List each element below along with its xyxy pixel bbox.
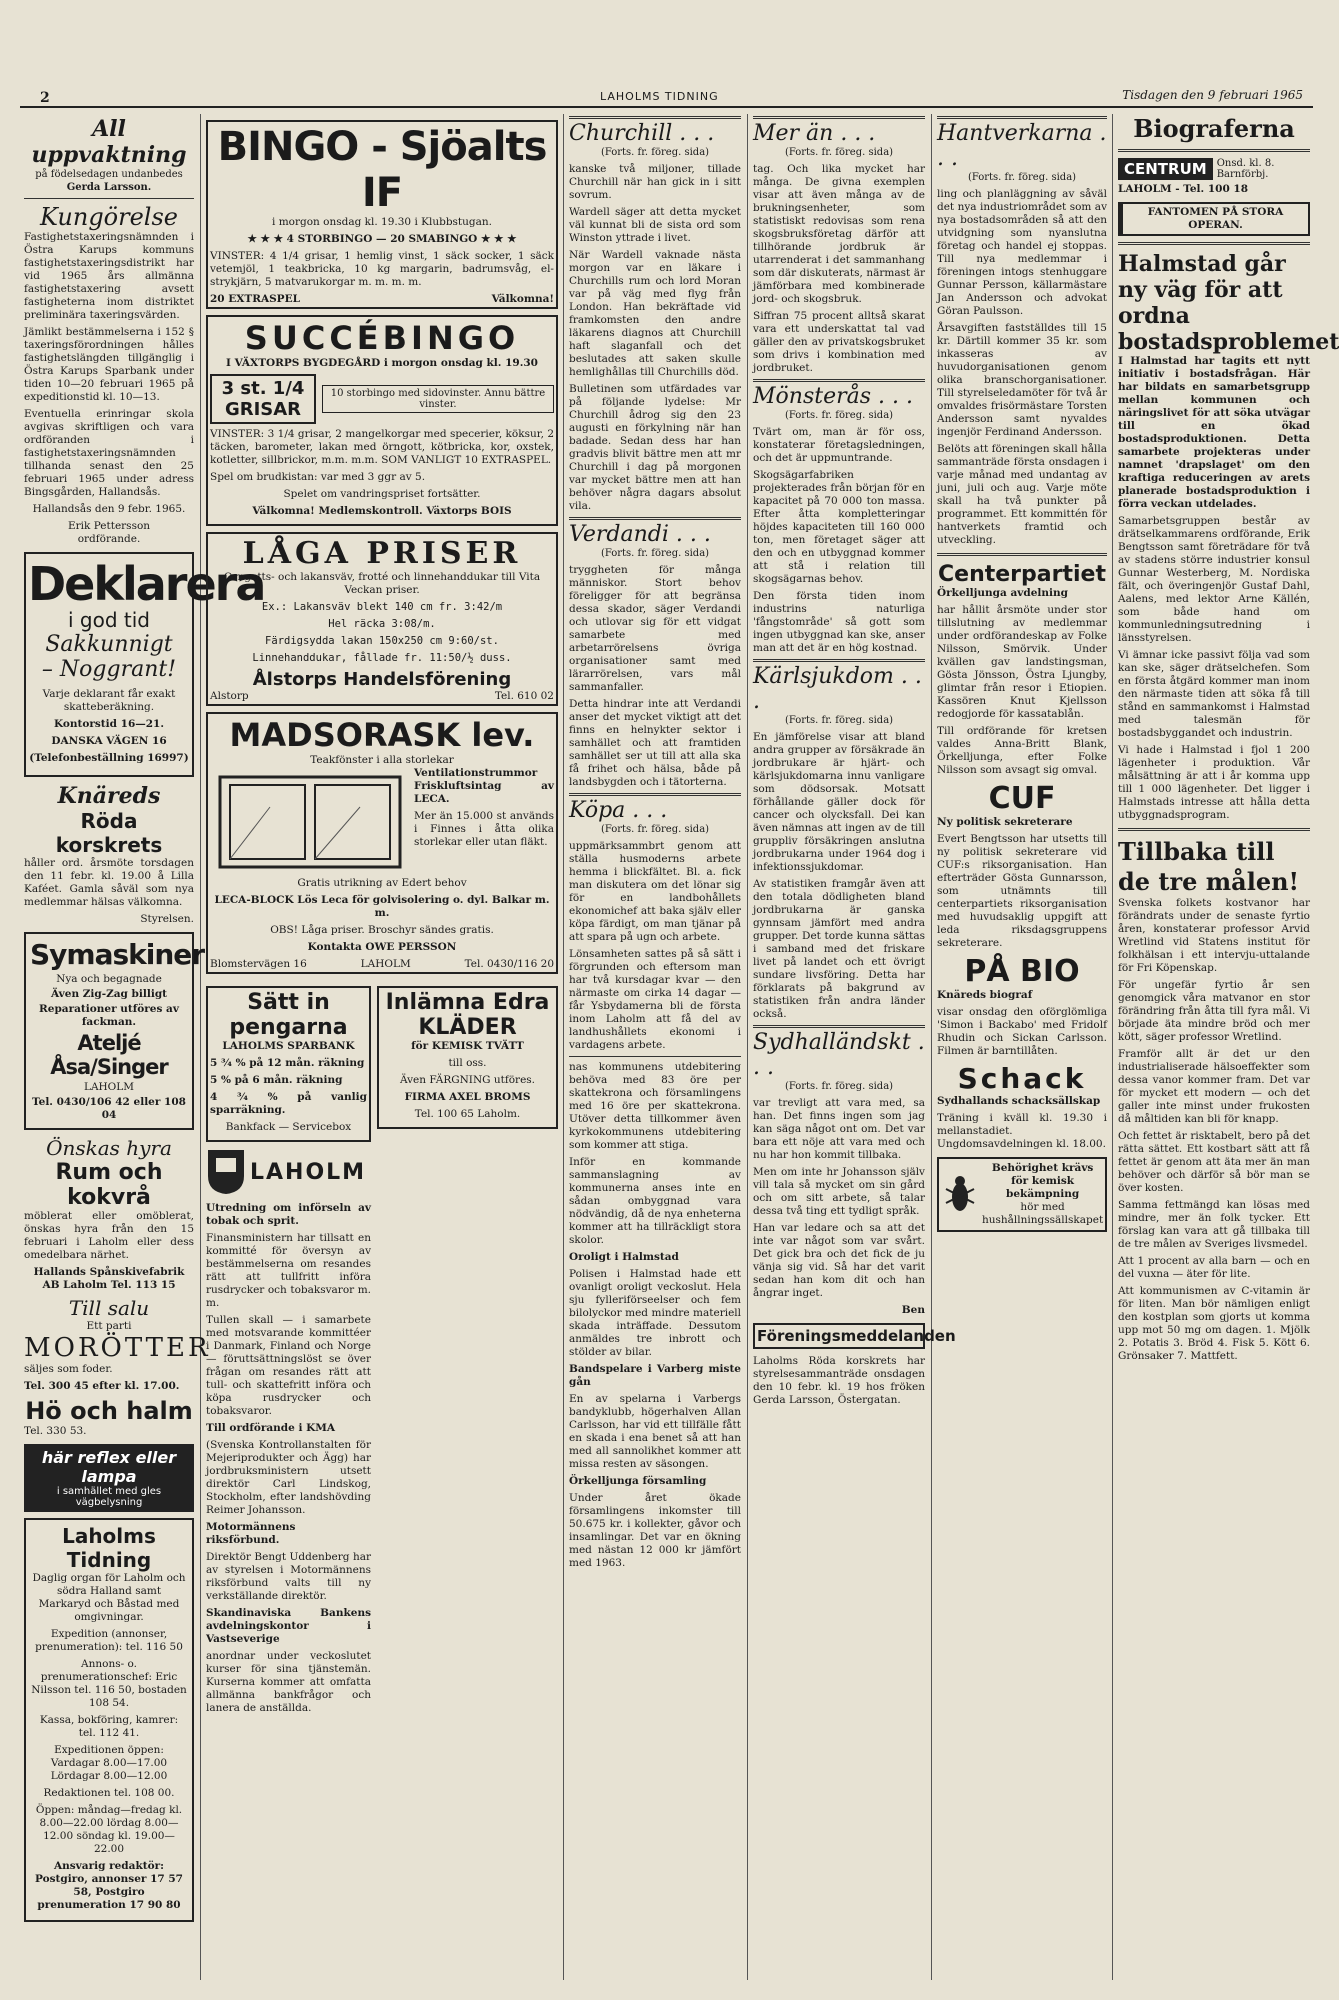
hant-p1: ling och planläggning av såväl det nya industriområdet som av nya bostadsområden så att den utvidgning som nyanslutna företag och handel ej stoppas. Till nya medlemmar i föreningen intogs stenhuggare Gunnar Persson, källarmästare Jan Andersson och advokat Göran Paulsson. [937, 188, 1107, 317]
cuf-heading: Ny politisk sekreterare [937, 816, 1073, 828]
deklarera-slogan1: Sakkunnigt [45, 632, 173, 657]
cuf-title: CUF [988, 781, 1056, 816]
tillbaka-p6: Att 1 procent av alla barn — och en del vuxna — äter för lite. [1118, 1255, 1310, 1280]
laga-place: Alstorp [210, 690, 249, 702]
succe-ad [206, 315, 558, 526]
cent-title: Centerpartiet [938, 562, 1106, 587]
kemisk-title: Behörighet krävs för kemisk bekämpning [991, 1162, 1094, 1200]
laholm-tel: LAHOLM - Tel. 100 18 [1118, 183, 1249, 195]
forening-title: Föreningsmeddelanden [757, 1327, 956, 1345]
column-divider [563, 114, 564, 1980]
kopa-p2: Lönsamheten sattes på så sätt i förgrunden och eftersom man har två kursdagar kvar — den närmaste om cirka 14 dagar — får Ysbydamerna bli de första inom Laholm att få del av landhushållets ekonomi i vardagens arbete. [569, 948, 741, 1051]
satt-r3: 4 ¾ % på vanlig sparräkning. [210, 1091, 367, 1116]
uppvaktning-name: Gerda Larsson. [66, 182, 152, 193]
mad-kontakt: Kontakta OWE PERSSON [307, 941, 457, 953]
deklarera-slogan2: – Noggrant! [41, 657, 177, 682]
inl-title: Inlämna Edra KLÄDER [385, 990, 550, 1040]
karl-forts: (Forts. fr. föreg. sida) [784, 715, 894, 726]
deklarera-addr: DANSKA VÄGEN 16 [51, 735, 167, 747]
rum-text: möblerat eller omöblerat, önskas hyra från den 15 februari i Laholm eller dess omedelbara närhet. [24, 1210, 194, 1261]
lt-info-box [24, 1518, 194, 1922]
monst-p2: Skogsägarfabriken projekterades från början för en kapacitet på 70 000 ton massa. Efter åtta kompletteringar höjdes kapaciteten till 160 000 ton, men företaget säger att den och en utbyggnad kommer att stå i relation till skogsägarnas behov. [753, 469, 925, 585]
syd-p1: var trevligt att vara med, sa han. Det finns ingen som jag kan säga något ont om. Det var bara ett nöje att vara med och nu har hon kommit tillbaka. [753, 1097, 925, 1161]
mad-title: MADSORASK lev. [229, 716, 535, 754]
orolig-heading: Oroligt i Halmstad [569, 1251, 679, 1263]
cent-heading: Örkelljunga avdelning [937, 587, 1068, 599]
kopa-title: Köpa . . . [569, 793, 741, 823]
verdandi-p2: Detta hindrar inte att Verdandi anser det mycket viktigt att det finns en helnykter sektor i samhället och att framtiden samhället ser ut till att alla ska få frihet och hälsa, både på landsbygden och i tätorterna. [569, 698, 741, 788]
verdandi-title: Verdandi . . . [569, 517, 741, 547]
column-divider [747, 114, 748, 1980]
symaskiner-text1: Nya och begagnade [56, 973, 162, 985]
hant-p2: Årsavgiften fastställdes till 15 kr. Därtill kommer 35 kr. som inkasseras av huvudorganisationen genom olika branschorganisationer. Till styrelseledamöter för två år omvaldes frisörmästare Torsten Andersson samt nyvaldes ingenjör Ferdinand Andersson. [937, 322, 1107, 438]
meran-p1: tag. Och lika mycket har många. De givna exemplen visar att även många av de brukningsenheter, som statistiskt redovisas som rena skogsbruksföretag därför att tillhörande jordbruk är utarrenderat i det sammanhang som där diskuterats, närmast är jämförbara med kombinerade jord- och skogsbruk. [753, 163, 925, 305]
succe-spel2: Spelet om vandringspriset fortsätter. [283, 488, 481, 500]
stlaholm-h2: Till ordförande i KMA [206, 1422, 336, 1434]
schack-heading: Sydhallands schacksällskap [937, 1095, 1101, 1107]
mad-place: LAHOLM [360, 958, 411, 970]
laga-ad [206, 532, 558, 706]
tillbaka-p7: Att kommunismen av C-vitamin är för liten. Man bör nämligen enligt den kostplan som gjorts ut komma upp mot 50 mg om dagen. 1. Mjölk 2. Potatis 3. Bröd 4. Fisk 5. Kött 6. Grönsaker 7. Mattfett. [1118, 1285, 1310, 1362]
kungorelse-p3: Eventuella erinringar skola avgivas skriftligen och vara ordföranden i fastighetstaxeringsnämnden tillhanda senast den 25 februari 1965 under adress Bingsgården, Hallandsås. [24, 408, 194, 498]
fantomen-title: FANTOMEN PÅ STORA OPERAN. [1147, 206, 1284, 231]
kopa-p3: nas kommunens utdebitering behöva med 83 öre per skattekrona och församlingens med 16 öre per skattekrona. Utöver detta tillkommer även kyrkokommunens utdebitering som kommer att stiga. [569, 1061, 741, 1151]
bingo-extra: 20 EXTRASPEL [210, 293, 300, 305]
pabio-text: visar onsdag den oförglömliga 'Simon i Backabo' med Fridolf Rhudin och Sickan Carlsson. Filmen är barntillåten. [937, 1006, 1107, 1057]
hant-forts: (Forts. fr. föreg. sida) [967, 172, 1077, 183]
stlaholm-p3: (Svenska Kontrollanstalten för Mejeriprodukter och Ägg) har jordbruksministern utsett direktör Carl Lindskog, Stockholm, efter landshövding Reimer Johansson. [206, 1439, 371, 1516]
insect-icon [942, 1173, 978, 1217]
lt-postgiro: Ansvarig redaktör: Postgiro, annonser 17 57 58, Postgiro prenumeration 17 90 80 [35, 1860, 183, 1911]
column-4 [753, 114, 956, 1980]
symaskiner-text3: Reparationer utföres av fackman. [39, 1003, 179, 1028]
column-3 [569, 114, 741, 1980]
band-text: En av spelarna i Varbergs bandyklubb, högerhalven Allan Carlsson, har vid ett tillfälle fått en skada i ena benet så att han med all sannolikhet kommer att missa resten av säsongen. [569, 1393, 741, 1470]
succe-foot: Välkomna! Medlemskontroll. Växtorps BOIS [252, 505, 512, 517]
syd-p2: Men om inte hr Johansson själv vill tala så mycket om sin gård och om sitt arbete, så talar dessa två ting ett tydligt språk. [753, 1166, 925, 1217]
meran-title: Mer än . . . [753, 116, 925, 146]
bingo-text: VINSTER: 4 1/4 grisar, 1 hemlig vinst, 1 säck socker, 1 säck vetemjöl, 1 teakbricka, 10 kg margarin, badrumsvåg, el-strykjärn, 5 matvarukorgar m. m. m. m. [210, 250, 554, 288]
reflex-ad [24, 1444, 194, 1512]
inl-text: Även FÄRGNING utföres. [399, 1074, 536, 1086]
stlaholm-p2: Tullen skall — i samarbete med motsvarande kommittéer i Danmark, Finland och Norge — föruttsättningslöst se över frågan om resandes rätt att tull- och skattefritt införa och köpa rusdrycker och tobaksvaror. [206, 1314, 371, 1417]
satt-title: Sätt in pengarna [229, 990, 348, 1040]
kungorelse-date: Hallandsås den 9 febr. 1965. [32, 503, 186, 515]
laga-ex4: Linnehanddukar, fållade fr. 11:50/½ duss. [252, 652, 512, 664]
kungorelse-role: ordförande. [77, 533, 141, 545]
column-6 [1118, 114, 1339, 1980]
band-heading: Bandspelare i Varberg miste gån [569, 1363, 741, 1388]
lt-text: Daglig organ för Laholm och södra Halland samt Markaryd och Båstad med omgivningar. [32, 1572, 186, 1623]
column-divider [1112, 114, 1113, 1980]
symaskiner-text2: Även Zig-Zag billigt [50, 988, 168, 1000]
symaskiner-title: Symaskiner [30, 938, 205, 971]
halm-p2: Samarbetsgruppen består av drätselkammarens ordförande, Erik Bengtsson samt företrädare för två av stadens större industrier konsul Gunnar Westerberg, M. Nordiska fält, och överingenjör Gustaf Dahl, Aalens, med lektor Arne Källén, som både hand om kommunledningsutredning i länsstyrelsen. [1118, 515, 1310, 644]
laholm-crest-icon [206, 1148, 246, 1196]
succe-spel: Spel om brudkistan: var med 3 ggr av 5. [210, 471, 426, 483]
atelje-title: Ateljé Åsa/Singer [50, 1031, 168, 1079]
reflex-title: här reflex eller lampa [41, 1448, 177, 1486]
rum-title: Rum och kokvrå [55, 1160, 163, 1210]
succe-text: VINSTER: 3 1/4 grisar, 2 mangelkorgar med specerier, köksur, 2 täcken, barometer, lakan med örngott, kötbricka, kor, oxstek, kotletter, sillbrickor, m.m. m.m. SOM VANLIGT 10 EXTRASPEL. [210, 428, 554, 466]
kopa-p4: Inför en kommande sammanslagning av kommunerna anses inte en sådan ombyggnad vara nödvändig, då de nya enheterna kommer att ha tillräckligt stora skolor. [569, 1156, 741, 1246]
orolig-text: Polisen i Halmstad hade ett ovanligt oroligt veckoslut. Hela sju fylleriförseelser och fem bilolyckor med mindre materiell skada inträffade. Dessutom anmäldes tre inbrott och stölder av bilar. [569, 1268, 741, 1358]
tillbaka-p4: Och fettet är risktabelt, bero på det rätta sättet. Ett kostbart sätt att få fettet är genom att äta mer än man behöver och därför så bör man se över kosten. [1118, 1130, 1310, 1194]
halm-p3: Vi ämnar icke passivt följa vad som kan ske, säger drätselchefen. Som en första åtgärd kommer man inom den närmaste tiden att söka få till stånd en sammankomst i Halmstad med talesmän för bostadsbyggandet och industrin. [1118, 649, 1310, 739]
laga-ex3: Färdigsydda lakan 150x250 cm 9:60/st. [265, 635, 499, 647]
inl-firm: FIRMA AXEL BROMS [404, 1091, 531, 1103]
morotter-title: MORÖTTER [24, 1333, 211, 1363]
satt-r1: 5 ¾ % på 12 mån. räkning [210, 1057, 365, 1069]
satt-foot: Bankfack — Servicebox [225, 1121, 352, 1133]
stlaholm-p1: Finansministern har tillsatt en kommitté för översyn av bestämmelserna om resandes rätt att tullfritt införa rusdrycker och tobaksvaror m. m. [206, 1232, 371, 1309]
stlaholm-head: Utredning om införseln av tobak och sprit. [206, 1202, 371, 1227]
mad-addr: Blomstervägen 16 [210, 958, 307, 970]
hant-p3: Belöts att föreningen skall hålla sammanträde första onsdagen i varje månad med undantag av juni, juli och aug. Varje möte skall ha två punkter på programmet. Ett kommittén för hantverkets framtid och utveckling. [937, 443, 1108, 546]
mad-sub: Teakfönster i alla storlekar [310, 754, 454, 766]
divider [24, 198, 194, 199]
tillsalu-title: Till salu [68, 1296, 150, 1320]
tillbaka-p2: För ungefär fyrtio år sen genomgick våra matvanor en stor förändring från åtta till fyra mål. Vi började äta mindre bröd och mer kött, säger professor Wretlind. [1118, 979, 1310, 1043]
atelje-tel: Tel. 0430/106 42 eller 108 04 [32, 1096, 186, 1121]
monst-p1: Tvärt om, man är för oss, konstaterar företagsledningen, och det är uppmuntrande. [753, 426, 925, 464]
monst-p3: Den första tiden inom industrins naturliga 'fångstområde' så gott som ingen utbyggnad kan ske, anser man att det är en hög kostnad. [753, 590, 925, 654]
bingo-welcome: Välkomna! [491, 293, 554, 305]
column-divider [200, 114, 201, 1980]
church-p4: Bulletinen som utfärdades var på följande lydelse: Mr Churchill ådrog sig den 23 augusti en förkylning när han badade. Sedan dess har han gradvis blivit bättre men att mr Churchill i dag på morgonen var mycket bättre men att han behöver några dagars absolut vila. [569, 383, 741, 512]
verdandi-forts: (Forts. fr. föreg. sida) [600, 548, 710, 559]
laga-text: Orngotts- och lakansväv, frotté och linnehanddukar till Vita Veckan priser. [223, 571, 541, 596]
reflex-text: i samhället med gles vägbelysning [56, 1486, 162, 1508]
column-divider [931, 114, 932, 1980]
church-p2: Wardell säger att detta mycket väl kunnat bli de sista ord som Winston yttrade i livet. [569, 206, 741, 244]
succe-where: I VÄXTORPS BYGDEGÅRD i morgon onsdag kl. 19.30 [226, 357, 538, 369]
succe-grisar: 3 st. 1/4 GRISAR [210, 374, 316, 424]
atelje-place: LAHOLM [83, 1081, 135, 1093]
stlaholm-h3: Motormännens riksförbund. [206, 1521, 296, 1546]
inl-sub: för KEMISK TVÄTT [411, 1040, 524, 1052]
ho-title: Hö och halm [25, 1397, 193, 1425]
meran-forts: (Forts. fr. föreg. sida) [784, 147, 894, 158]
madsorask-ad [206, 712, 558, 974]
church-p3: När Wardell vaknade nästa morgon var en läkare i Churchills rum och lord Moran var på väg med flyg från London. Han bekräftade vid framkomsten den andre läkarens diagnos att Churchill haft slaganfall och det beslutades att saken skulle hemlighållas till Churchills död. [569, 249, 741, 378]
mad-tel: Tel. 0430/116 20 [464, 958, 554, 970]
lt-oppen: Öppen: måndag—fredag kl. 8.00—22.00 lördag 8.00—12.00 söndag kl. 19.00—22.00 [35, 1804, 183, 1855]
laga-ex2: Hel räcka 3:08/m. [328, 618, 436, 630]
deklarera-kontor: Kontorstid 16—21. [53, 718, 165, 730]
rum-sign: Hallands Spånskivefabrik AB Laholm Tel. 113 15 [33, 1266, 185, 1291]
syd-p3: Han var ledare och sa att det inte var något som var svårt. Det gick bra och det fick de ju vänja sig vid. Så har det varit sedan han kom dit och han ångrar inget. [753, 1222, 925, 1299]
laga-tel: Tel. 610 02 [494, 690, 554, 702]
centrum-info: Onsd. kl. 8. Barnförbj. [1216, 158, 1275, 180]
forening-text: Laholms Röda korskrets har styrelsesammanträde onsdagen den 10 febr. kl. 19 hos fröken Gerda Larsson, Östergatan. [753, 1355, 925, 1406]
satt-r2: 5 % på 6 mån. räkning [210, 1074, 343, 1086]
lt-exp: Expedition (annonser, prenumeration): tel. 116 50 [35, 1628, 183, 1653]
succe-title: SUCCÉBINGO [244, 319, 520, 357]
bingo-title: BINGO - Sjöalts IF [217, 124, 547, 216]
inl-tel: Tel. 100 65 Laholm. [414, 1108, 521, 1120]
schack-title: Schack [957, 1062, 1087, 1095]
kemisk-sub: hör med [1020, 1201, 1065, 1213]
karl-p1: En jämförelse visar att bland andra grupper av försäkrade än jordbrukare är hjärt- och kärlsjukdomarna innu vanligare som dödsorsak. Motsatt förhållande gäller dock för cancer och olycksfall. Dei kan även nämnas att ingen av de till gruppliv försäkringen anslutna jordbrukarna under 1964 dog i infektionssjukdomar. [753, 731, 925, 873]
lt-exptider: Expeditionen öppen: Vardagar 8.00—17.00 Lördagar 8.00—12.00 [50, 1744, 168, 1782]
halm-title: Halmstad går ny väg för att ordna bostadsproblemet [1118, 251, 1339, 355]
hant-title: Hantverkarna . . . [937, 116, 1107, 171]
meran-p2: Siffran 75 procent alltså skarat vara ett underskattat tal vad gäller den av privatskogsbruket som drivs i kombination med jordbruket. [753, 310, 925, 374]
mad-ritning: Gratis utrikning av Edert behov [297, 877, 467, 889]
page-header [20, 84, 1313, 108]
bio-title: Biograferna [1133, 114, 1295, 143]
knareds-sub: Röda korskrets [55, 809, 163, 857]
cent-p1: har hållit årsmöte under stor tillslutning av medlemmar under ordförandeskap av Folke Nilsson, Smörvik. Under kvällen gav landstingsman, Gösta Jönsson, Östra Ljungby, glimtar från resor i Etiopien. Kassören Knut Kjellsson redogjorde för kassatablån. [937, 604, 1107, 720]
onskas-title: Önskas hyra [46, 1136, 172, 1160]
ork-heading: Örkelljunga församling [569, 1475, 707, 1487]
window-illustration [210, 767, 410, 877]
kemisk-tvatt-ad [377, 986, 558, 1129]
succe-storbingo: 10 storbingo med sidovinster. Annu bättre vinster. [322, 385, 554, 413]
cent-p2: Till ordförande för kretsen valdes Anna-Britt Blank, Örkelljunga, efter Folke Nilsson som avsagt sig omval. [937, 725, 1107, 776]
laga-shop: Ålstorps Handelsförening [252, 669, 512, 690]
kungorelse-p1: Fastighetstaxeringsnämnden i Östra Karups kommuns fastighetstaxeringsdistrikt har vid 1965 års allmänna fastighetstaxering avsett fastigheterna inom distriktet preliminära taxeringsvärden. [24, 231, 194, 321]
symaskiner-ad [24, 932, 205, 1130]
kungorelse-title: Kungörelse [40, 203, 178, 231]
fantomen-box [1118, 202, 1310, 236]
tillbaka-p5: Samma fettmängd kan lösas med mindre, mer än folk tycker. Ett förslag kan vara att gå tillbaka till de tre målen av Sveriges livsmedel. [1118, 1199, 1310, 1250]
tillbaka-title: Tillbaka till de tre målen! [1118, 837, 1300, 896]
centrum-badge: CENTRUM [1118, 158, 1213, 180]
monst-forts: (Forts. fr. föreg. sida) [784, 410, 894, 421]
karl-title: Kärlsjukdom . . . [753, 659, 925, 714]
lt-kassa: Kassa, bokföring, kamrer: tel. 112 41. [39, 1714, 179, 1739]
syd-forts: (Forts. fr. föreg. sida) [784, 1081, 894, 1092]
deklarera-title: Deklarera [28, 557, 265, 611]
mad-vent: Ventilationstrummor Friskluftsintag av LECA. [414, 767, 554, 805]
lt-title: Laholms Tidning [62, 1524, 156, 1572]
kemisk-ad [937, 1157, 1107, 1232]
header-rule [20, 106, 1313, 108]
syd-sign: Ben [901, 1304, 925, 1316]
halm-p4: Vi hade i Halmstad i fjol 1 200 lägenheter i produktion. Vår målsättning är att i år komma upp till 1 000 lägenheter. Det ligger i Halmstads intresse att hålla detta utbyggnadsprogram. [1118, 744, 1310, 821]
pabio-title: PÅ BIO [964, 954, 1080, 989]
bingo-when: i morgon onsdag kl. 19.30 i Klubbstugan. [272, 216, 492, 228]
inl-sub2: till oss. [448, 1057, 487, 1069]
morotter-tel: Tel. 300 45 efter kl. 17.00. [24, 1380, 180, 1392]
laga-ex: Ex.: Lakansväv blekt 140 cm fr. 3:42/m [261, 601, 503, 613]
tillbaka-p3: Framför allt är det ur den industrialiserade hälsoeffekter som dessa vanor kommer fram. Det var för mycket ett modern — och det galler inte minst under frukosten då måltiden kan bli för knapp. [1118, 1048, 1310, 1125]
syd-title: Sydhalländskt . . . [753, 1025, 925, 1080]
satt-bank: LAHOLMS SPARBANK [222, 1040, 355, 1052]
page-number: 2 [40, 90, 50, 106]
deklarera-sub: i god tid [68, 608, 150, 632]
tillbaka-p1: Svenska folkets kostvanor har förändrats under de senaste fyrtio åren, konstaterar professor Arvid Wretlind vid Statens institut för folkhälsan i ett intervju-uttalande för Fri Köpenskap. [1118, 897, 1310, 974]
laga-title: LÅGA PRISER [242, 536, 522, 571]
uppvaktning-text: på födelsedagen undanbedes [35, 169, 183, 180]
mad-mer: Mer än 15.000 st används i Finnes i åtta olika storlekar eller utan fläkt. [414, 810, 554, 848]
halm-p1: I Halmstad har tagits ett nytt initiativ i bostadsfrågan. Här har bildats en samarbetsgrupp mellan kommunen och näringslivet för att söka utvägar till en ökad bostadsproduktionen. Detta samarbete projekteras under namnet 'drapslaget' om den kraftiga reduceringen av arets planerade bostadsproduktion i förra veckan utdelades. [1118, 355, 1310, 510]
church-forts: (Forts. fr. föreg. sida) [600, 147, 710, 158]
kungorelse-p2: Jämlikt bestämmelserna i 152 § taxeringsförordningen hålles fastighetslängden tillgänglig i Östra Karups Sparbank under tiden 10—20 februari 1965 på expeditionstid kl. 10—13. [24, 326, 194, 403]
column-5 [937, 114, 1107, 1980]
knareds-title: Knäreds [57, 783, 161, 809]
column-2 [206, 114, 558, 1980]
issue-date: Tisdagen den 9 februari 1965 [1122, 88, 1303, 102]
bingo-stars: ★ ★ ★ 4 STORBINGO — 20 SMABINGO ★ ★ ★ [247, 233, 517, 245]
kopa-p1: uppmärksammbrt genom att ställa husmoderns arbete hemma i blickfältet. Bl. a. fick man diskutera om det lönar sig för en landbohållets ekonomichef att baka själv eller köpa färdigt, om man tjänar på att spara på ugn och arbete. [569, 840, 741, 943]
church-p1: kanske två miljoner, tillade Churchill när han gick in i sitt sovrum. [569, 163, 741, 201]
morotter-text: säljes som foder. [24, 1363, 113, 1375]
ork-text: Under året ökade församlingens inkomster till 50.675 kr. i kollekter, gåvor och insamlingar. Det var en ökning med nästan 12 000 kr jämfört med 1963. [569, 1492, 741, 1569]
morotter-sub: Ett parti [86, 1320, 132, 1332]
mad-leca: LECA-BLOCK Lös Leca för golvisolering o. dyl. Balkar m. m. [214, 894, 550, 919]
knareds-text: håller ord. årsmöte torsdagen den 11 febr. kl. 19.00 å Lilla Kaféet. Gamla såväl som nya medlemmar hälsas välkomna. [24, 857, 194, 908]
kemisk-org: hushållningssällskapet [982, 1214, 1104, 1226]
stlaholm-p5: anordnar under veckoslutet kurser för sina tjänstemän. Kurserna kommer att omfatta allmänna bankfrågor och lanera de anställda. [206, 1650, 371, 1714]
deklarera-text: Varje deklarant får exakt skatteberäkning. [42, 688, 176, 713]
schack-text: Träning i kväll kl. 19.30 i mellanstadiet. Ungdomsavdelningen kl. 18.00. [937, 1112, 1107, 1150]
lt-annons: Annons- o. prenumerationschef: Eric Nilsson tel. 116 50, bostaden 108 54. [31, 1658, 187, 1709]
paper-title: LAHOLMS TIDNING [600, 90, 719, 103]
sparbank-ad [206, 986, 371, 1142]
stlaholm-h4: Skandinaviska Bankens avdelningskontor i Vastseverige [206, 1607, 371, 1645]
ho-tel: Tel. 330 53. [24, 1425, 87, 1437]
monst-title: Mönsterås . . . [753, 379, 925, 409]
bingo-ad [206, 120, 558, 309]
pabio-heading: Knäreds biograf [937, 989, 1033, 1001]
knareds-sign: Styrelsen. [140, 913, 194, 925]
verdandi-p1: tryggheten för många människor. Stort behov föreligger för att begränsa dessa skador, säger Verdandi och utlovar sig för ett vidgat samarbete med arbetarrörelsens övriga organisationer samt med lärarrörelsen, vars mål sammanfaller. [569, 564, 741, 693]
deklarera-tel: (Telefonbeställning 16997) [29, 752, 189, 764]
cuf-text: Evert Bengtsson har utsetts till ny politisk sekreterare vid CUF:s riksorganisation. Han efterträder Gösta Gunnarsson, som utnämnts till centerpartiets riksorganisation med huvudsaklig uppgift att leda riksdagsgruppens sekreterare. [937, 833, 1107, 949]
karl-p2: Av statistiken framgår även att den totala dödligheten bland jordbrukarna är ganska gynnsam jämfört med andra grupper. Det torde kunna sättas i samband med det friskare livet på landet och ett övrigt sundare livsföring. Detta har förklarats på bakgrund av statistiken från andra länder också. [753, 878, 925, 1020]
kungorelse-sign: Erik Pettersson [67, 520, 151, 532]
mad-obs: OBS! Låga priser. Broschyr sändes gratis. [270, 924, 494, 936]
church-title: Churchill . . . [569, 116, 741, 146]
stlaholm-title: LAHOLM [250, 1159, 367, 1185]
uppvaktning-title: All uppvaktning [31, 116, 187, 168]
kopa-forts: (Forts. fr. föreg. sida) [600, 824, 710, 835]
stlaholm-p4: Direktör Bengt Uddenberg har av styrelsen i Motormännens riksförbund valts till ny verkställande direktör. [206, 1551, 371, 1602]
forening-box [753, 1323, 956, 1349]
lt-red: Redaktionen tel. 108 00. [43, 1787, 175, 1799]
